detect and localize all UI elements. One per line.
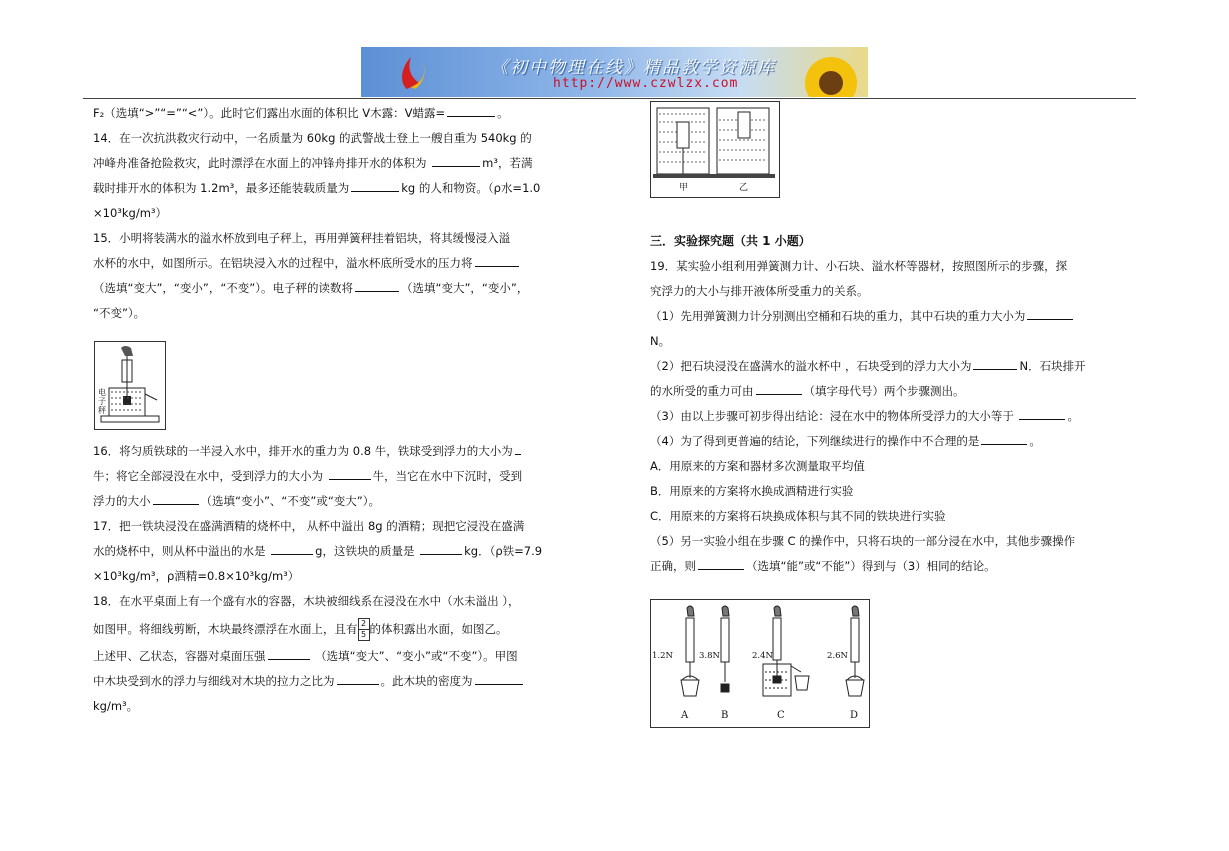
option-c: C．用原来的方案将石块换成体积与其不同的铁块进行实验 — [650, 509, 946, 523]
q14-line4: ×10³kg/m³） — [93, 206, 168, 220]
answer-blank[interactable] — [447, 104, 495, 117]
answer-blank[interactable] — [475, 254, 519, 267]
left-column — [93, 101, 583, 326]
q15-line3: （选填“变大”，“变小”，“不变”）。电子秤的读数将 （选填“变大”，“变小”， — [93, 281, 529, 295]
answer-blank[interactable] — [153, 492, 199, 505]
q15-figure-label: 电子秤 — [98, 388, 106, 415]
fig19-label-a: A — [681, 710, 689, 721]
q16-line2: 牛；将它全部浸没在水中，受到浮力的大小为 牛，当它在水中下沉时，受到 — [93, 469, 523, 483]
section-title: 三．实验探究题（共 1 小题） — [650, 234, 811, 248]
answer-blank[interactable] — [698, 557, 744, 570]
header-banner — [361, 47, 868, 97]
q17-line3: ×10³kg/m³，ρ酒精=0.8×10³kg/m³） — [93, 569, 300, 583]
option-b: B．用原来的方案将水换成酒精进行实验 — [650, 484, 854, 498]
answer-blank[interactable] — [756, 382, 802, 395]
q15-line1: 15．小明将装满水的溢水杯放到电子秤上，再用弹簧秤挂着铝块，将其缓慢浸入溢 — [93, 231, 511, 245]
answer-blank[interactable] — [337, 672, 379, 685]
wood-block-in-water-illustration — [651, 102, 779, 197]
answer-blank[interactable] — [268, 647, 310, 660]
buoyancy-experiment-steps-illustration — [651, 600, 869, 727]
q15-figure — [94, 341, 166, 430]
answer-blank[interactable] — [973, 357, 1017, 370]
q18-line3: 上述甲、乙状态，容器对桌面压强 （选填“变大”、“变小”或“不变”）。甲图 — [93, 649, 518, 663]
q14-line3: 载时排开水的体积为 1.2m³，最多还能装载质量为 kg 的人和物资。（ρ水=1.0 — [93, 181, 541, 195]
q19-part4: （4）为了得到更普遍的结论，下列继续进行的操作中不合理的是 。 — [650, 434, 1041, 448]
q18-line5: kg/m³。 — [93, 699, 139, 713]
q19-part2: （2）把石块浸没在盛满水的溢水杯中 ，石块受到的浮力大小为 N．石块排开 — [650, 359, 1086, 373]
site-logo-icon — [397, 53, 431, 91]
answer-blank[interactable] — [420, 542, 462, 555]
sunflower-icon — [801, 53, 861, 97]
fig19-reading-b: 3.8N — [699, 651, 720, 661]
answer-blank[interactable] — [1027, 307, 1073, 320]
q16-line1: 16．将匀质铁球的一半浸入水中，排开水的重力为 0.8 牛，铁球受到浮力的大小为 — [93, 439, 583, 464]
right-column — [650, 229, 1140, 579]
q19-part3: （3）由以上步骤可初步得出结论：浸在水中的物体所受浮力的大小等于 。 — [650, 409, 1079, 423]
header-divider — [83, 98, 1136, 99]
answer-blank[interactable] — [329, 467, 371, 480]
q16-line3: 浮力的大小 （选填“变小”、“不变”或“变大”）。 — [93, 494, 380, 508]
answer-blank[interactable] — [475, 672, 523, 685]
q18-line2: 如图甲。将细线剪断，木块最终漂浮在水面上，且有 $\frac{2}{5}$ 的体积露出水面，如图乙。 — [93, 619, 508, 639]
fig19-reading-a: 1.2N — [652, 651, 673, 661]
answer-blank[interactable] — [1019, 407, 1065, 420]
fraction-two-fifths: $\frac{2}{5}$ — [358, 618, 370, 641]
q14-line1: 14．在一次抗洪救灾行动中，一名质量为 60kg 的武警战士登上一艘自重为 540kg 的 — [93, 131, 532, 145]
q18-line4: 中木块受到水的浮力与细线对木块的拉力之比为 。此木块的密度为 — [93, 669, 583, 694]
answer-blank[interactable] — [981, 432, 1027, 445]
q14-line2: 冲峰舟准备抢险救灾，此时漂浮在水面上的冲锋舟排开水的体积为 m³，若满 — [93, 156, 533, 170]
q19-part1-unit: N。 — [650, 334, 671, 348]
q19-part5b: 正确，则 （选填“能”或“不能”）得到与（3）相同的结论。 — [650, 559, 996, 573]
fig19-label-d: D — [850, 710, 859, 721]
q18-line1: 18．在水平桌面上有一个盛有水的容器，木块被细线系在浸没在水中（水未溢出 ）， — [93, 594, 520, 608]
answer-blank[interactable] — [355, 279, 399, 292]
fig19-label-c: C — [777, 710, 785, 721]
q17-line2: 水的烧杯中，则从杯中溢出的水是 g，这铁块的质量是 kg．（ρ铁=7.9 — [93, 544, 543, 558]
q15-line4: “不变”）。 — [93, 306, 146, 320]
fig18-label-jia: 甲 — [679, 183, 689, 193]
fig19-reading-d: 2.6N — [827, 651, 848, 661]
answer-blank[interactable] — [271, 542, 313, 555]
answer-blank[interactable] — [432, 154, 480, 167]
q19-line2: 究浮力的大小与排开液体所受重力的关系。 — [650, 284, 869, 298]
q18-figure — [650, 101, 780, 198]
q19-part5: （5）另一实验小组在步骤 C 的操作中，只将石块的一部分浸在水中，其他步骤操作 — [650, 534, 1076, 548]
banner-url[interactable]: http://www.czwlzx.com — [553, 76, 739, 91]
fig19-reading-c: 2.4N — [752, 651, 773, 661]
answer-blank[interactable] — [515, 442, 521, 455]
q15-line2: 水杯的水中，如图所示。在铝块浸入水的过程中，溢水杯底所受水的压力将 — [93, 251, 583, 276]
left-column-lower — [93, 439, 583, 719]
q19-part2b: 的水所受的重力可由 （填字母代号）两个步骤测出。 — [650, 384, 965, 398]
option-a: A．用原来的方案和器材多次测量取平均值 — [650, 459, 865, 473]
spring-scale-overflow-cup-illustration — [95, 342, 165, 429]
q19-part1: （1）先用弹簧测力计分别测出空桶和石块的重力，其中石块的重力大小为 — [650, 304, 1140, 329]
fig19-label-b: B — [721, 710, 729, 721]
fig18-label-yi: 乙 — [739, 183, 749, 193]
q17-line1: 17．把一铁块浸没在盛满酒精的烧杯中， 从杯中溢出 8g 的酒精；现把它浸没在盛满 — [93, 519, 525, 533]
answer-blank[interactable] — [351, 179, 399, 192]
q13-tail: F₂（选填“>”“=”“<”）。此时它们露出水面的体积比 V木露：V蜡露= 。 — [93, 106, 509, 120]
banner-title: 《初中物理在线》精品教学资源库 — [491, 58, 776, 78]
q19-line1: 19．某实验小组利用弹簧测力计、小石块、溢水杯等器材，按照图所示的步骤，探 — [650, 259, 1068, 273]
q19-figure — [650, 599, 870, 728]
